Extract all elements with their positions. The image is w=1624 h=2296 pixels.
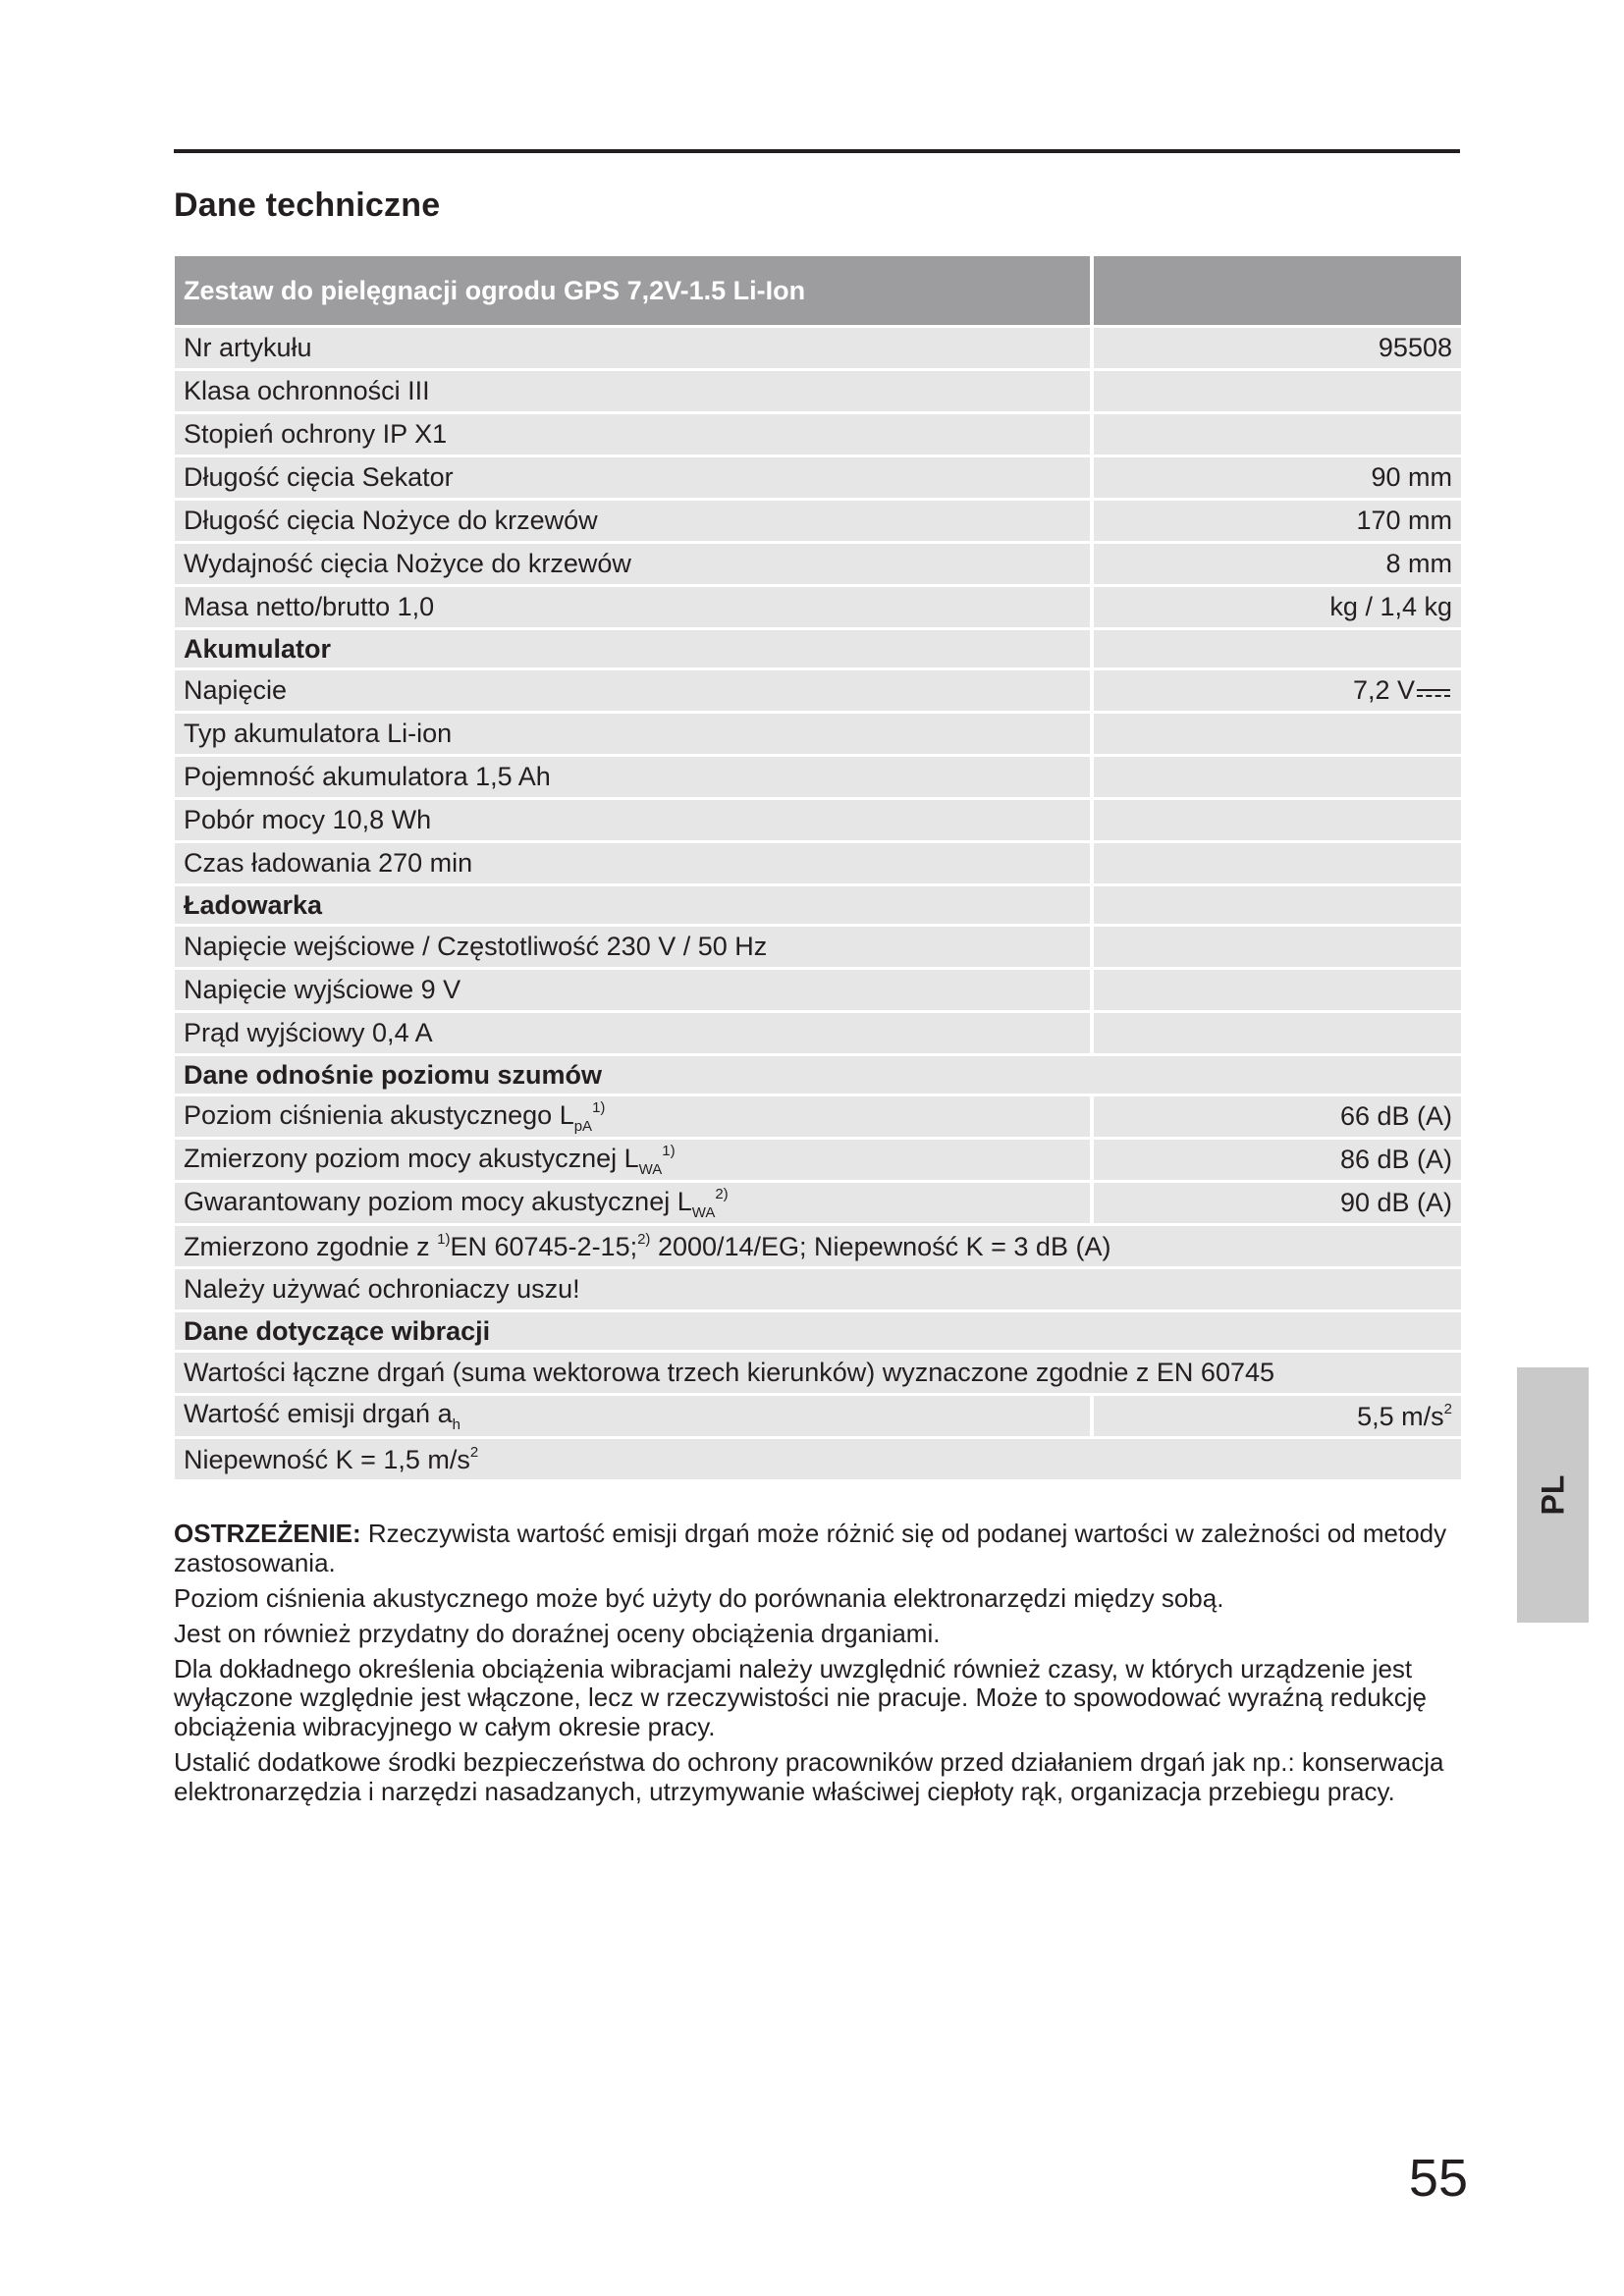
language-tab-label: PL: [1535, 1474, 1570, 1516]
note-paragraph: Dla dokładnego określenia obciążenia wibracjami należy uwzględnić również czasy, w których urządzenie jest wyłączone względnie jest włączone, lecz w rzeczywistości nie pracuje. Może to spowodować wyraźną redukcję obciążenia wibracyjnego w całym okresie pracy.: [174, 1653, 1428, 1742]
subsection-heading: Dane dotyczące wibracji: [175, 1312, 1461, 1350]
row-value: [1090, 714, 1461, 754]
table-row: [175, 371, 1461, 411]
page-number: 55: [1408, 2149, 1468, 2208]
subsection-heading: Ładowarka: [175, 886, 1090, 924]
table-row: [175, 414, 1461, 454]
row-value: [1090, 414, 1461, 454]
table-row: [175, 1226, 1461, 1266]
row-label: Długość cięcia Nożyce do krzewów: [175, 501, 1090, 541]
row-label: Prąd wyjściowy 0,4 A: [175, 1013, 1090, 1053]
table-header-row: [175, 256, 1461, 325]
row-label: Stopień ochrony IP X1: [175, 414, 1090, 454]
table-row: [175, 328, 1461, 368]
row-value: kg / 1,4 kg: [1090, 587, 1461, 627]
table-row: [175, 1013, 1461, 1053]
row-value: [1090, 800, 1461, 840]
note-paragraph: Jest on również przydatny do doraźnej oceny obciążenia drganiami.: [174, 1618, 941, 1648]
table-row: [175, 714, 1461, 754]
row-value: 7,2 V: [1090, 670, 1461, 711]
row-value: [1090, 757, 1461, 797]
row-label: Zmierzono zgodnie z $^{1)}$EN 60745-2-15;$^{2)}$ 2000/14/EG; Niepewność K = 3 dB (A): [175, 1226, 1461, 1266]
row-label: Klasa ochronności III: [175, 371, 1090, 411]
row-value: 5,5 $m/s^2$: [1090, 1396, 1461, 1436]
subsection-row: [175, 1056, 1461, 1094]
table-header: Zestaw do pielęgnacji ogrodu GPS 7,2V-1.5 Li-Ion: [175, 256, 1090, 325]
table-row: [175, 457, 1461, 498]
warning-label: OSTRZEŻENIE:: [174, 1519, 361, 1548]
subsection-heading: Akumulator: [175, 630, 1090, 667]
warning-paragraph: [174, 1520, 1460, 1578]
row-value: [1090, 927, 1461, 967]
table-row: [175, 587, 1461, 627]
section-title: Dane techniczne: [174, 187, 441, 224]
row-value: 66 dB (A): [1090, 1096, 1461, 1137]
row-value: 90 mm: [1090, 457, 1461, 498]
row-label: Gwarantowany poziom mocy akustycznej $L_{WA}^{2)}$: [175, 1183, 1090, 1223]
direct-current-icon: [1415, 687, 1452, 699]
note-paragraph: Ustalić dodatkowe środki bezpieczeństwa do ochrony pracowników przed działaniem drgań jak np.: konserwacja elektronarzędzia i narzędzi nasadzanych, utrzymywanie właściwej ciepłoty rąk, organizacja przebiegu pracy.: [174, 1747, 1444, 1807]
notes-block: [174, 1520, 1460, 1813]
table-row: [175, 970, 1461, 1010]
row-label: Napięcie wejściowe / Częstotliwość 230 V / 50 Hz: [175, 927, 1090, 967]
row-label: Pobór mocy 10,8 Wh: [175, 800, 1090, 840]
row-label: Długość cięcia Sekator: [175, 457, 1090, 498]
row-label: Wartości łączne drgań (suma wektorowa trzech kierunków) wyznaczone zgodnie z EN 60745: [175, 1353, 1461, 1393]
table-row: [175, 1269, 1461, 1309]
language-tab: [1517, 1367, 1589, 1623]
table-row: [175, 1140, 1461, 1180]
row-label: Napięcie wyjściowe 9 V: [175, 970, 1090, 1010]
table-row: [175, 501, 1461, 541]
table-header-blank: [1090, 256, 1461, 325]
row-label: Nr artykułu: [175, 328, 1090, 368]
row-value: 95508: [1090, 328, 1461, 368]
table-row: [175, 1096, 1461, 1137]
row-label: Wydajność cięcia Nożyce do krzewów: [175, 544, 1090, 584]
table-row: [175, 1353, 1461, 1393]
table-row: [175, 544, 1461, 584]
technical-data-table: [175, 253, 1461, 1482]
row-value: [1090, 1013, 1461, 1053]
row-value: 90 dB (A): [1090, 1183, 1461, 1223]
row-value: 8 mm: [1090, 544, 1461, 584]
row-value: [1090, 371, 1461, 411]
row-value: [1090, 843, 1461, 883]
row-label: Typ akumulatora Li-ion: [175, 714, 1090, 754]
row-label: Pojemność akumulatora 1,5 Ah: [175, 757, 1090, 797]
note-paragraph: Poziom ciśnienia akustycznego może być użyty do porównania elektronarzędzi między sobą.: [174, 1582, 1224, 1613]
row-value: 86 dB (A): [1090, 1140, 1461, 1180]
row-value: 170 mm: [1090, 501, 1461, 541]
row-label: Czas ładowania 270 min: [175, 843, 1090, 883]
table-row: [175, 800, 1461, 840]
row-label: Napięcie: [175, 670, 1090, 711]
subsection-heading: Dane odnośnie poziomu szumów: [175, 1056, 1461, 1094]
row-value: [1090, 970, 1461, 1010]
row-label: Zmierzony poziom mocy akustycznej $L_{WA}^{1)}$: [175, 1140, 1090, 1180]
table-row: [175, 927, 1461, 967]
table-row: [175, 1396, 1461, 1436]
warning-text: Rzeczywista wartość emisji drgań może różnić się od podanej wartości w zależności od metody zastosowania.: [174, 1519, 1447, 1577]
table-row: [175, 670, 1461, 711]
table-row: [175, 757, 1461, 797]
row-label: Masa netto/brutto 1,0: [175, 587, 1090, 627]
subsection-row: [175, 630, 1461, 667]
subsection-row: [175, 886, 1461, 924]
row-label: Niepewność K = 1,5 $m/s^2$: [175, 1439, 1461, 1479]
row-label: Wartość emisji drgań $a_h$: [175, 1396, 1090, 1436]
row-label: Należy używać ochroniaczy uszu!: [175, 1269, 1461, 1309]
subsection-row: [175, 1312, 1461, 1350]
table-row: [175, 1439, 1461, 1479]
table-row: [175, 843, 1461, 883]
top-rule: [174, 149, 1460, 153]
row-label: Poziom ciśnienia akustycznego $L_{pA}^{1)}$: [175, 1096, 1090, 1137]
table-row: [175, 1183, 1461, 1223]
